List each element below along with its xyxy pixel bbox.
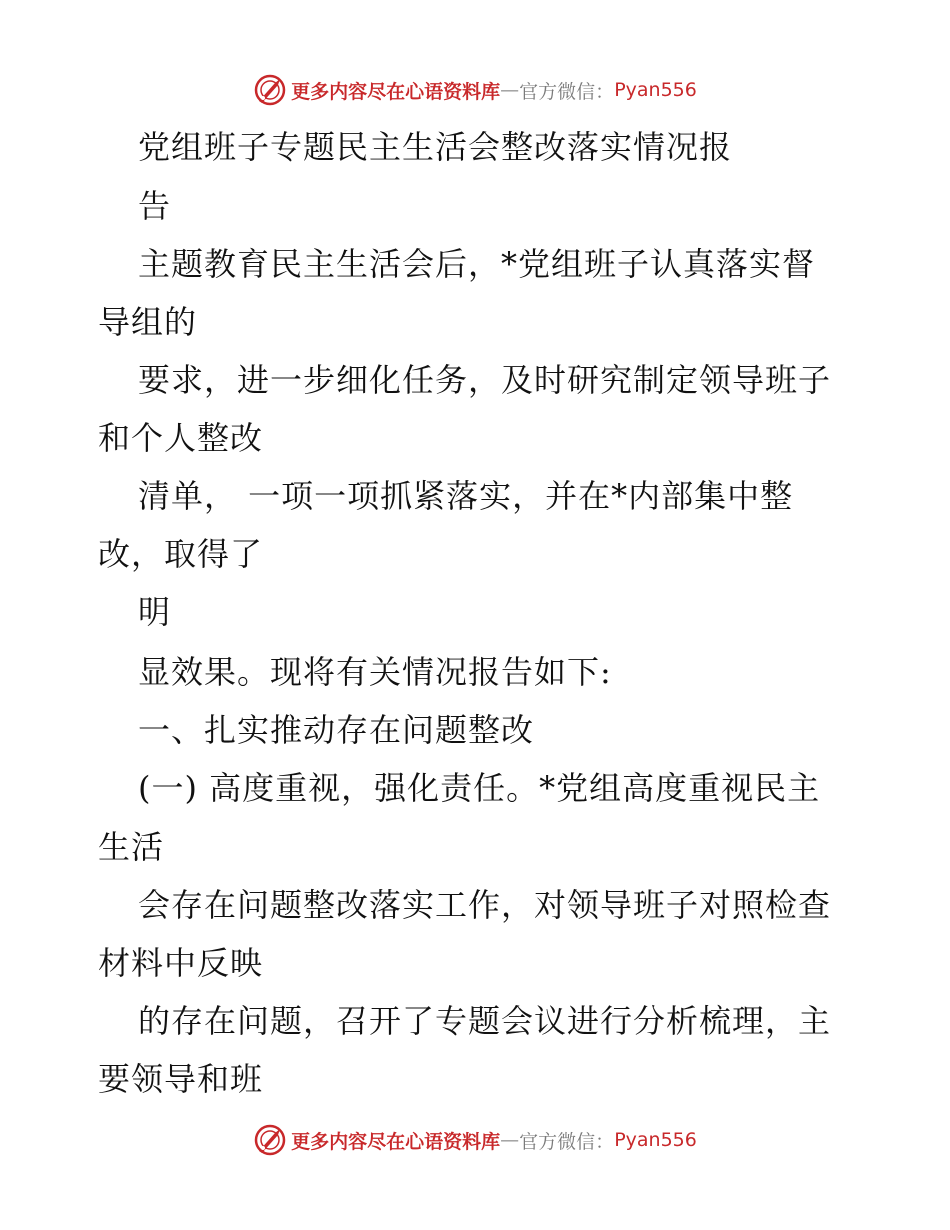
doc-paragraph-line: 的存在问题，召开了专题会议进行分析梳理，主 bbox=[138, 1002, 832, 1040]
doc-paragraph-line: 明 bbox=[138, 593, 172, 631]
doc-paragraph-line: 会存在问题整改落实工作，对领导班子对照检查 bbox=[138, 886, 832, 924]
footer-banner bbox=[0, 1120, 950, 1160]
doc-title-line-1: 党组班子专题民主生活会整改落实情况报 bbox=[138, 128, 733, 166]
doc-paragraph-line: 主题教育民主生活会后，*党组班子认真落实督 bbox=[138, 245, 816, 283]
banner-wechat-id: Pyan556 bbox=[614, 1129, 697, 1151]
banner-wechat-id: Pyan556 bbox=[614, 79, 697, 101]
banner-separator: — bbox=[500, 1129, 520, 1151]
doc-title-line-2: 告 bbox=[138, 187, 172, 225]
red-quill-logo-icon bbox=[253, 1123, 287, 1157]
doc-paragraph-line: 和个人整改 bbox=[98, 419, 264, 457]
doc-paragraph-line: 材料中反映 bbox=[98, 944, 264, 982]
doc-paragraph-line: 清单， 一项一项抓紧落实，并在*内部集中整 bbox=[138, 477, 794, 515]
doc-paragraph-line: 改，取得了 bbox=[98, 535, 264, 573]
doc-paragraph-line: 要求，进一步细化任务，及时研究制定领导班子 bbox=[138, 361, 832, 399]
banner-wechat-label: 官方微信： bbox=[519, 1130, 615, 1153]
banner-site-name: 更多内容尽在心语资料库 bbox=[291, 1130, 501, 1153]
doc-paragraph-line: 显效果。现将有关情况报告如下: bbox=[138, 653, 612, 691]
doc-subsection-line: (一) 高度重视，强化责任。*党组高度重视民主 bbox=[138, 769, 821, 807]
doc-section-heading: 一、扎实推动存在问题整改 bbox=[138, 711, 535, 749]
doc-paragraph-line: 生活 bbox=[98, 828, 165, 866]
banner-separator: — bbox=[500, 79, 520, 101]
doc-paragraph-line: 要领导和班 bbox=[98, 1060, 264, 1098]
doc-paragraph-line: 导组的 bbox=[98, 303, 198, 341]
banner-wechat-label: 官方微信： bbox=[519, 80, 615, 103]
banner-site-name: 更多内容尽在心语资料库 bbox=[291, 80, 501, 103]
